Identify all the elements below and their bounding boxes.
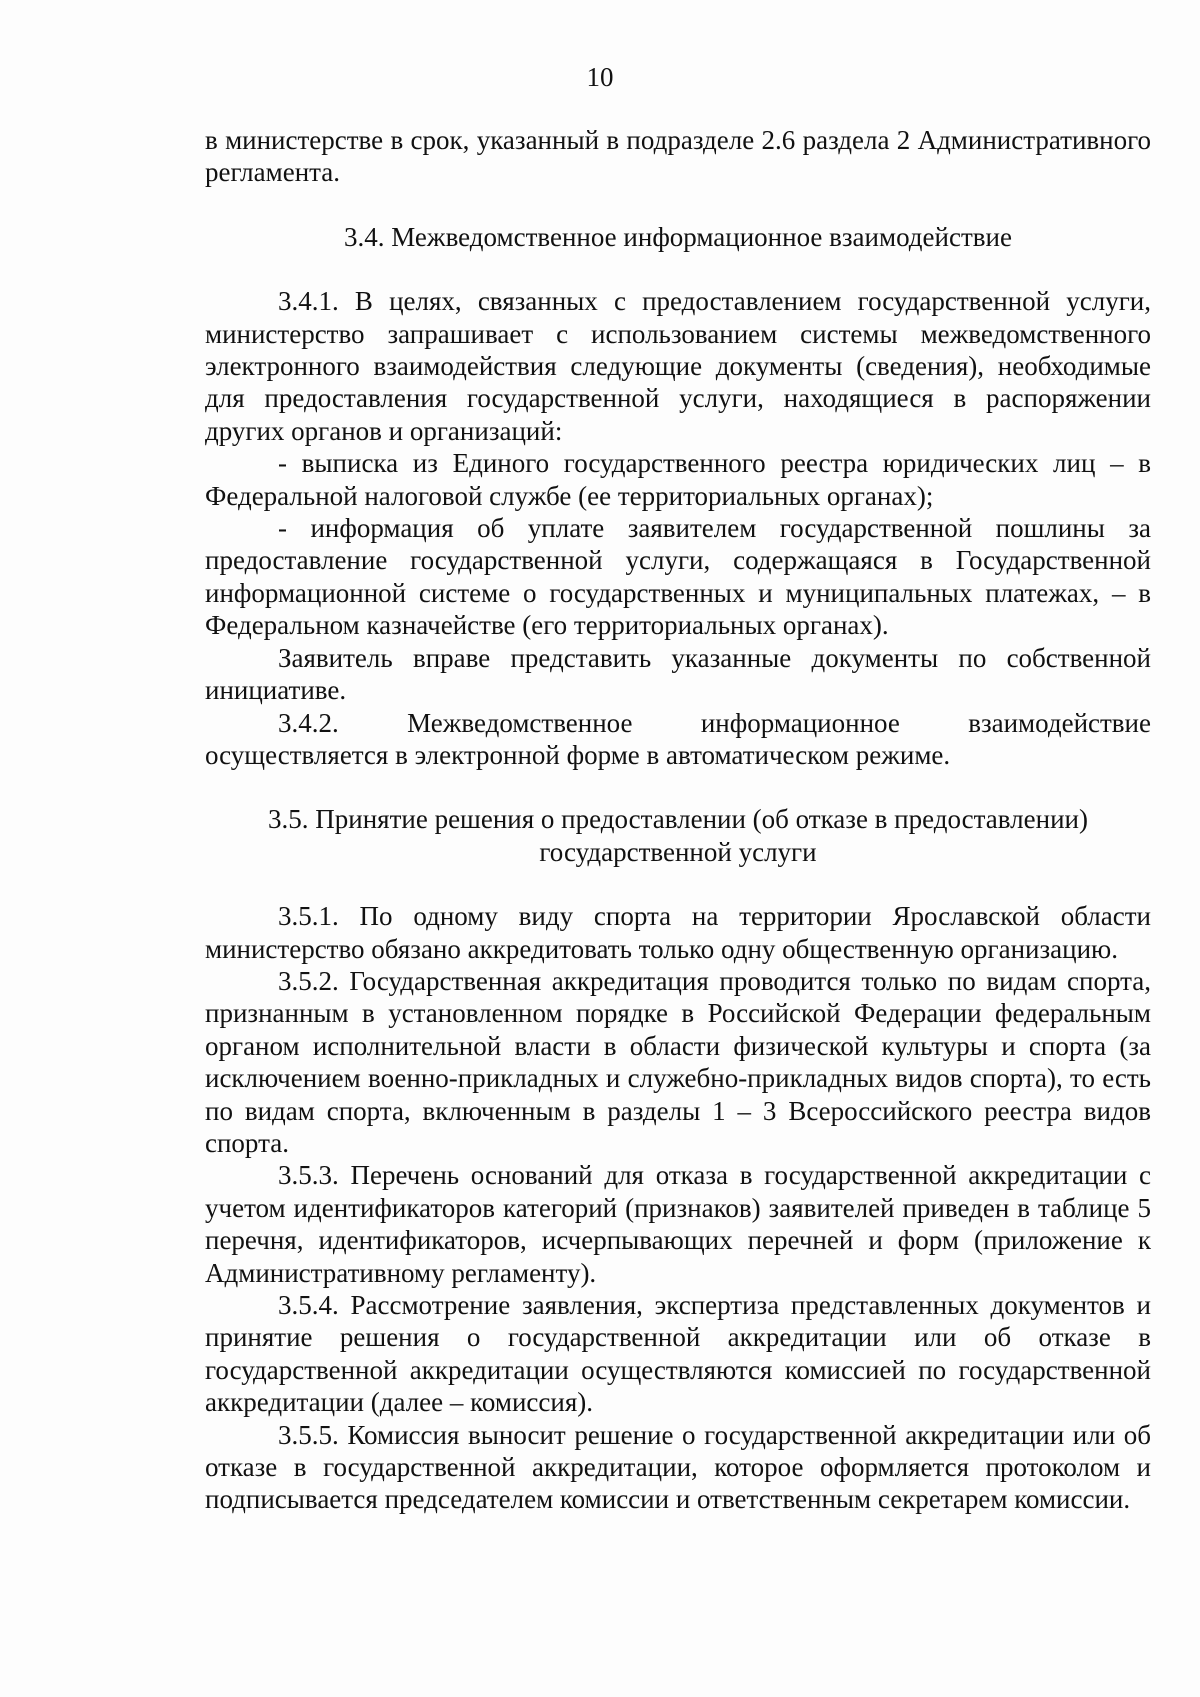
section-3-5-title-line2: государственной услуги: [539, 836, 817, 867]
paragraph-3-5-4: 3.5.4. Рассмотрение заявления, экспертиза представленных документов и принятие решения о государственной аккредитации или об отказе в государственной аккредитации осуществляются комиссией по государственной аккредитации (далее – комиссия).: [205, 1290, 1151, 1418]
document-body: [205, 124, 1151, 1516]
paragraph-3-5-1: 3.5.1. По одному виду спорта на территории Ярославской области министерство обязано аккредитовать только одну общественную организацию.: [205, 901, 1151, 964]
paragraph-continuation: в министерстве в срок, указанный в подразделе 2.6 раздела 2 Административного регламента.: [205, 125, 1151, 188]
paragraph-3-4-2: 3.4.2. Межведомственное информационное взаимодействие осуществляется в электронной форме в автоматическом режиме.: [205, 707, 1151, 770]
section-3-5-title-line1: 3.5. Принятие решения о предоставлении (об отказе в предоставлении): [268, 804, 1088, 835]
paragraph-3-5-2: 3.5.2. Государственная аккредитация проводится только по видам спорта, признанным в установленном порядке в Российской Федерации федеральным органом исполнительной власти в области физической культуры и спорта (за исключением военно-прикладных и служебно-прикладных видов спорта), то есть по видам спорта, включенным в разделы 1 – 3 Всероссийского реестра видов спорта.: [205, 965, 1151, 1158]
paragraph-3-5-5: 3.5.5. Комиссия выносит решение о государственной аккредитации или об отказе в государственной аккредитации, которое оформляется протоколом и подписывается председателем комиссии и ответственным секретарем комиссии.: [205, 1419, 1151, 1515]
page-number: 10: [586, 62, 614, 92]
paragraph-3-4-1: 3.4.1. В целях, связанных с предоставлением государственной услуги, министерство запрашивает с использованием системы межведомственного электронного взаимодействия следующие документы (сведения), необходимые для предоставления государственной услуги, находящиеся в распоряжении других органов и организаций:: [205, 286, 1151, 446]
list-item-egrul: - выписка из Единого государственного реестра юридических лиц – в Федеральной налоговой службе (ее территориальных органах);: [205, 448, 1151, 511]
paragraph-3-5-3: 3.5.3. Перечень оснований для отказа в государственной аккредитации с учетом идентификаторов категорий (признаков) заявителей приведен в таблице 5 перечня, идентификаторов, исчерпывающих перечней и форм (приложение к Административному регламенту).: [205, 1160, 1151, 1288]
paragraph-applicant-right: Заявитель вправе представить указанные документы по собственной инициативе.: [205, 642, 1151, 706]
list-item-payment-info: - информация об уплате заявителем государственной пошлины за предоставление государственной услуги, содержащаяся в Государственной информационной системе о государственных и муниципальных платежах, – в Федеральном казначействе (его территориальных органах).: [205, 513, 1151, 641]
section-3-4-title: 3.4. Межведомственное информационное взаимодействие: [344, 221, 1012, 252]
